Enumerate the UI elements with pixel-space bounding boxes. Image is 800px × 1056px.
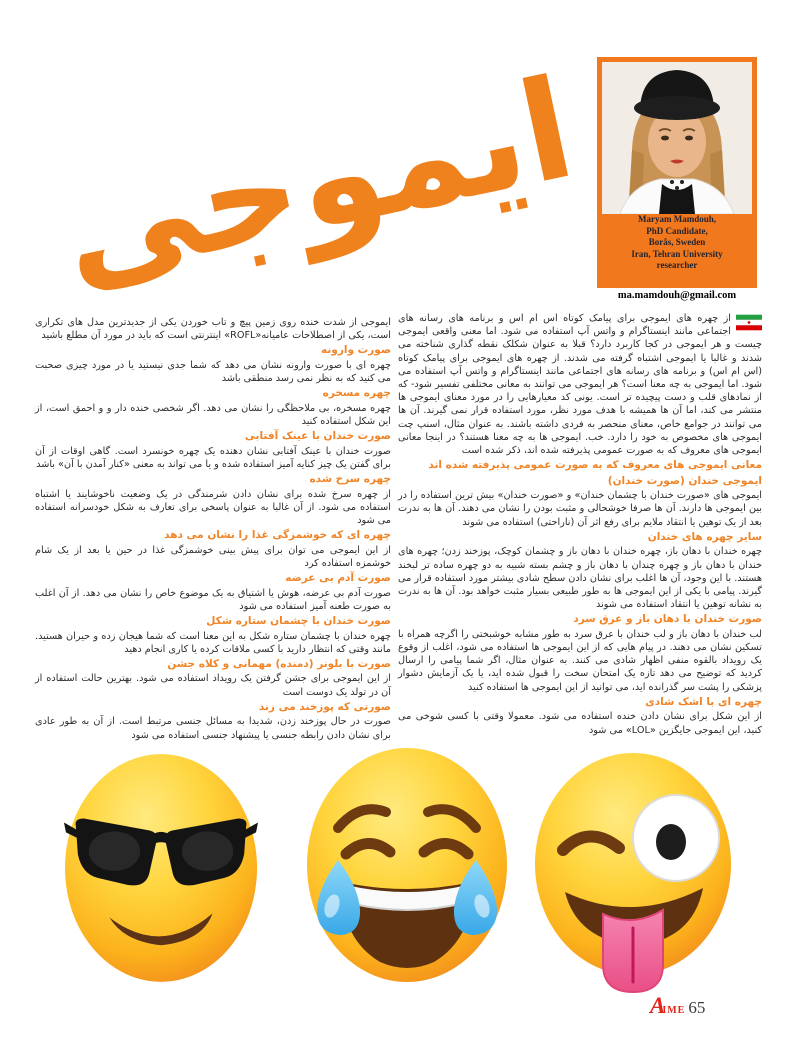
magazine-logo (650, 994, 705, 1018)
section-paragraph: از این شکل برای نشان دادن خنده استفاده می شود. معمولا وقتی با کسی شوخی می کنید، این ایموجی جایگزین «LOL» می شود (398, 711, 762, 736)
section-heading: چهره ای با اشک شادی (645, 695, 762, 708)
section-paragraph: چهره مسخره، بی ملاحظگی را نشان می دهد. اگر شخصی خنده دار و و احمق است، از این شکل استفاده کنید (35, 402, 391, 428)
author-caption-line: Borås, Sweden (648, 237, 706, 247)
page-title: ایموجی (46, 47, 587, 313)
section-paragraph: چهره خندان با دهان باز، چهره خندان با دهان باز و چشمان کوچک، پوزخند زدن؛ چهره های خندان با دهان باز و چهره چندان با دهان باز و چشم بسته شبیه به دو چهره ساده تر لبخند هستند. با این وجود، آن ها اغلب برای نشان دادن سطح شادی بیشتر مورد استفاده قرار می گیرند. پیامی با یکی از این ایموجی ها به طور طبیعی بسیار مثبت خواهد بود. آن ها به ندرت به نشانه توهین یا انتقاد استفاده می شوند (398, 546, 762, 611)
author-caption-line: PhD Candidate, (646, 225, 708, 236)
intro-paragraph: ایموجی از شدت خنده روی زمین پیچ و تاب خوردن یکی از جدیدترین مدل های تکراری است، یکی از اصطلاحات عامیانه«ROFL» اینترنتی است که باید در مورد آن مطلع باشید (35, 317, 391, 342)
section-heading: صورت خندان با چشمان ستاره شکل (206, 615, 391, 628)
section-heading: صورتی که پوزخند می زند (258, 700, 391, 713)
logo-letter-a: A (650, 993, 664, 1018)
section-paragraph: چهره خندان با چشمان ستاره شکل به این معنا است که شما هیجان زده و حیران هستید. مانند وقتی که انتظار دارید با کسی ملاقات کرده یا کاری انجام دهید (35, 630, 391, 655)
logo-text: IME (662, 1005, 686, 1016)
section-paragraph: صورت آدم بی عرضه، هوش یا اشتیاق به یک موضوع خاص را نشان می دهد. از آن اغلب به صورت طعنه آمیز استفاده می شود (35, 587, 391, 612)
section-heading: صورت خندان با عینک آفتابی (244, 430, 391, 443)
section-paragraph: صورت در حال پوزخند زدن، شدیدا به مسائل جنسی مرتبط است. از آن به طور عادی برای نشان دادن رابطه جنسی یا پیشنهاد جنسی استفاده می شود (35, 716, 391, 741)
article-column-right (398, 312, 762, 739)
section-heading: صورت آدم بی عرضه (285, 572, 391, 585)
section-paragraph: از این ایموجی می توان برای پیش بینی خوشمزگی غذا در حین یا بعد از یک شام خوشمزه استفاده کرد (35, 544, 391, 569)
author-caption-line: Maryam Mamdouh, (638, 214, 716, 224)
section-heading: چهره ای که خوشمزگی غذا را نشان می دهد (164, 529, 391, 542)
winking-tongue-emoji-image (533, 752, 738, 996)
article-column-left (35, 316, 391, 744)
section-paragraph: لب خندان با دهان باز و لب خندان با عرق سرد به طور مشابه خوشبختی را اگرچه همراه با تسکین نشان می دهند. در پیام هایی که از این ایموجی ها استفاده می شود، اغلب از وقوع یک رویداد بالقوه منفی اظهار شادی می کنند. به عنوان مثال، اگر شما پیامی را ارسال کردید که توضیح می دهد تازه یک امتحان سخت را قبول شده اید، یا یک آزمایش دشوار پزشکی را پشت سر گذرانده اید، می توانید از این ایموجی ها استفاده کنید (398, 628, 762, 693)
section-heading: سایر چهره های خندان (647, 530, 762, 543)
left-column-sections (35, 344, 391, 741)
section-heading: چهره مسخره (322, 387, 391, 400)
section-heading: چهره سرخ شده (309, 473, 391, 486)
tears-of-joy-emoji-image (302, 746, 512, 988)
intro-text: از چهره های ایموجی برای پیامک کوتاه اس ام اس و برنامه های رسانه های اجتماعی مانند اینستاگرام و واتس آپ استفاده می شود. اما معنی واقعی ایموجی چیست و هر ایموجی در کجا کاربرد دارد؟ قبلا به عنوان شکلک نقطه گذاری شناخته می شدند و غالبا یا ایموجی اشتباه گرفته می شدند. از چهره های ایموجی برای پیامک کوتاه (اس ام اس) و برنامه های رسانه های اجتماعی مانند اینستاگرام و واتس آپ استفاده می شود. اما ایموجی به چه معنا است؟ هر ایموجی می توانند به معانی مختلفی تفسیر شود- که از نمادهای قلب و دست پیچیده تر است. یونی کد معیارهایی را در مورد معنای ایموجی ها منتشر می کند، اما آن ها همیشه با هدف مورد نظر، مورد استفاده قرار نمی گیرند. آن ها می توانند در جوامع خاص، معنای منحصر به فردی داشته باشند. به عنوان مثال، اسنپ چت ایموجی های مخصوص به خود را دارد. خب. ایموجی ها به چه معنا هستند؟ در اینجا معانی ایموجی های معروف که به صورت عمومی پذیرفته شده اند، ذکر شده است (398, 313, 762, 457)
author-caption-line: Iran, Tehran University (631, 248, 723, 259)
section-paragraph: از این ایموجی برای جشن گرفتن یک رویداد استفاده می شود. بهترین حالت استفاده از آن در تولد یک دوست است (35, 673, 391, 698)
right-column-sections (398, 459, 762, 737)
intro-paragraph (398, 312, 762, 457)
section-heading: صورت با بلونر (دمنده) مهمانی و کلاه جشن (167, 657, 391, 670)
section-heading: ایموجی خندان (صورت خندان) (607, 474, 762, 487)
section-heading: صورت خندان با دهان باز و عرق سرد (573, 613, 762, 626)
author-photo (602, 62, 752, 214)
section-heading: معانی ایموجی های معروف که به صورت عمومی پذیرفته شده اند (428, 459, 762, 472)
iran-flag-icon (736, 314, 762, 331)
section-heading: صورت وارونه (321, 344, 391, 357)
section-paragraph: ایموجی های «صورت خندان با چشمان خندان» و «صورت خندان» بیش ترین استفاده را در بین ایموجی ها دارند. آن ها صرفا خوشحالی و مثبت بودن را نشان می دهند. آن ها به ندرت بعد از یک توهین یا انتقاد ملایم برای رفع اثر آن (ناراحتی) استفاده می شوند (398, 490, 762, 528)
section-paragraph: صورت خندان با عینک آفتابی نشان دهنده یک چهره خونسرد است. گاهی اوقات از آن برای گفتن یک چیز کنایه آمیز استفاده شده و یا می تواند به معنی «کنار آمدن با آن» باشد (35, 445, 391, 470)
author-caption-line: researcher (656, 260, 698, 270)
author-photo-box (597, 57, 757, 288)
author-email[interactable]: ma.mamdouh@gmail.com (617, 290, 737, 301)
section-paragraph: از چهره سرخ شده برای نشان دادن شرمندگی در یک وضعیت ناخوشایند یا اشتباه استفاده می شود. از آن غالبا به عنوان پاسخی برای تعارف به شکل خودسرانه استفاده می شود (35, 488, 391, 527)
page-number: 65 (688, 998, 706, 1017)
section-paragraph: چهره ای با صورت وارونه نشان می دهد که شما جدی نیستید یا در مورد چیزی صحبت می کنید که به نظر نمی رسد منطقی باشد (35, 359, 391, 385)
sunglasses-emoji-image (62, 750, 260, 986)
